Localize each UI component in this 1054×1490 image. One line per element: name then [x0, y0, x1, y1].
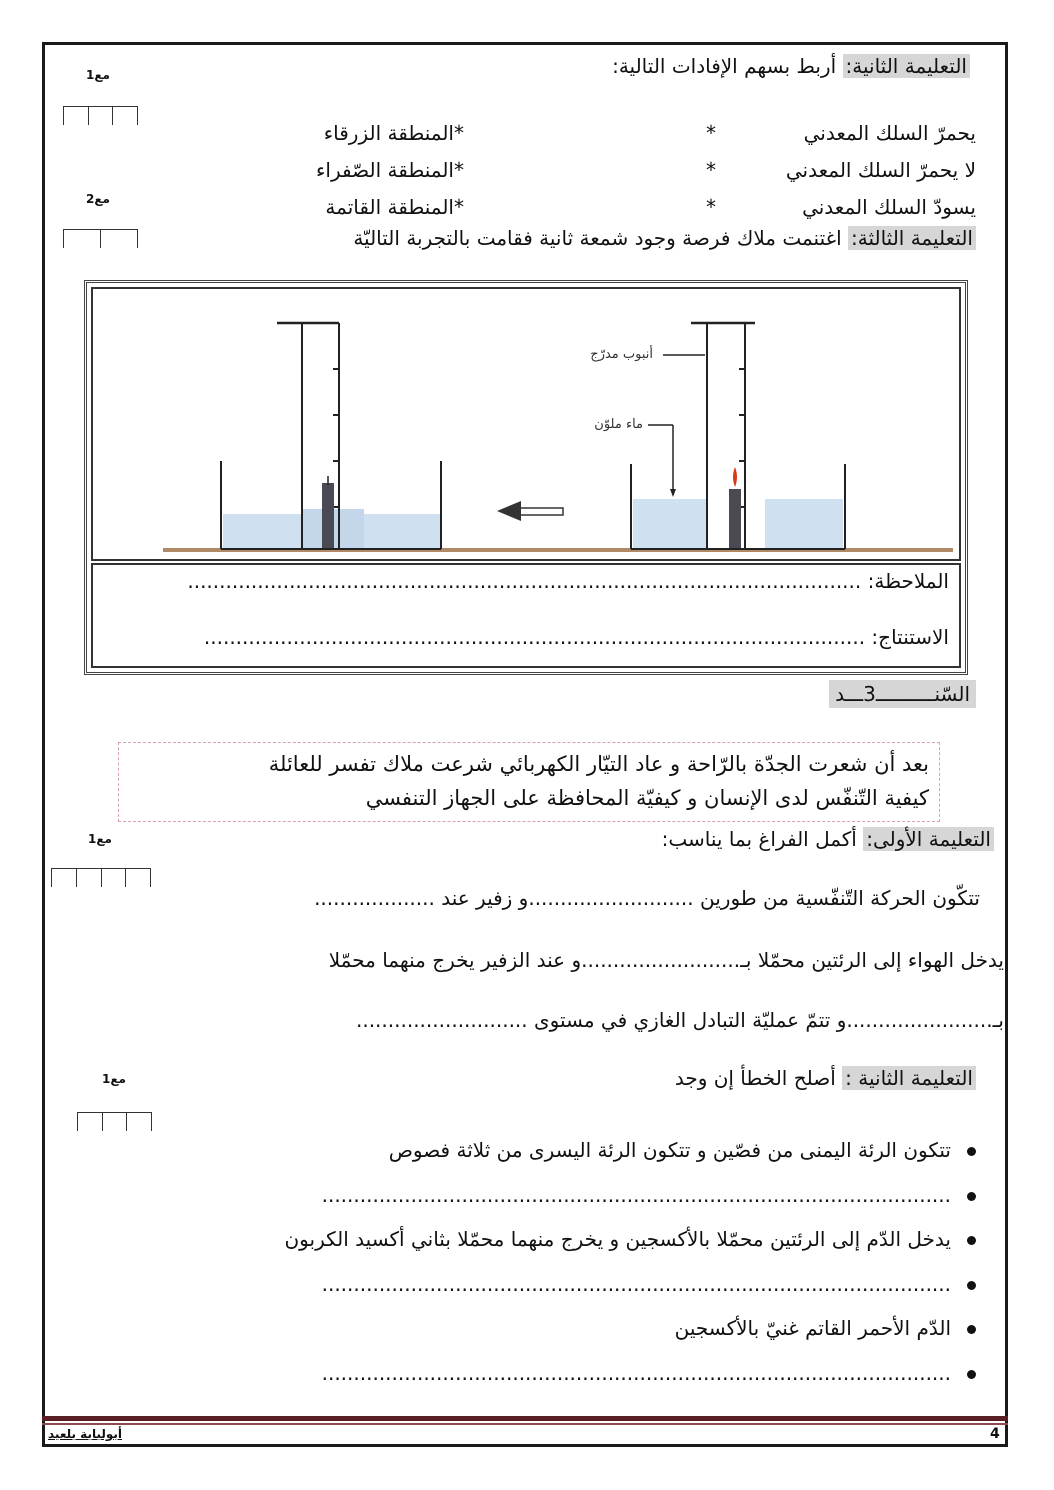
correction-statement: الدّم الأحمر القاتم غنيّ بالأكسجين: [674, 1316, 951, 1340]
correction-statement: تتكون الرئة اليمنى من فصّين و تتكون الرئة اليسرى من ثلاثة فصوص: [388, 1138, 951, 1162]
bullet-icon: [967, 1325, 976, 1334]
bullet-icon: [967, 1147, 976, 1156]
match-star: *: [706, 195, 716, 219]
match-left-item: يحمرّ السلك المعدني: [803, 121, 976, 145]
match-right-item: *المنطقة الزرقاء: [323, 121, 464, 145]
correction-blank[interactable]: ...................................................................................................: [321, 1182, 951, 1207]
observation-line: [109, 569, 949, 593]
footer-divider: [42, 1423, 1008, 1425]
match-star: *: [706, 121, 716, 145]
instruction-1-heading: [662, 827, 994, 851]
match-star: *: [706, 158, 716, 182]
match-right-item: *المنطقة الصّفراء: [316, 158, 464, 182]
support-3-box: [118, 742, 940, 822]
bullet-icon: [967, 1281, 976, 1290]
score-box: [63, 106, 138, 125]
conclusion-blank[interactable]: ........................................................................................................: [203, 625, 866, 649]
criterion-label: مع2: [86, 192, 110, 206]
direction-arrow: [497, 501, 563, 521]
match-left-item: يسودّ السلك المعدني: [802, 195, 976, 219]
correction-blank[interactable]: ...................................................................................................: [321, 1360, 951, 1385]
fill-line[interactable]: بـ.......................و تتمّ عمليّة التبادل الغازي في مستوى ...........................: [355, 1008, 1004, 1032]
correction-item: [96, 1128, 976, 1173]
criterion-label: مع1: [86, 68, 110, 82]
answer-area: [91, 563, 961, 668]
bullet-icon: [967, 1192, 976, 1201]
fill-line[interactable]: تتكّون الحركة التّنفّسية من طورين ..........................و زفير عند ...................: [314, 886, 980, 910]
left-setup: [221, 323, 441, 549]
instruction-3-label: التعليمة الثالثة:: [848, 226, 976, 250]
bullet-icon: [967, 1236, 976, 1245]
observation-blank[interactable]: ..........................................................................................................: [187, 569, 862, 593]
instruction-2-text: أربط بسهم الإفادات التالية:: [612, 54, 837, 78]
experiment-box: [84, 280, 968, 675]
experiment-illustration: [93, 289, 965, 555]
criterion-label: مع1: [88, 832, 112, 846]
match-left-item: لا يحمرّ السلك المعدني: [785, 158, 976, 182]
instruction-2b-label: التعليمة الثانية :: [842, 1066, 976, 1090]
colored-water-label: ماء ملوّن: [594, 417, 643, 432]
correction-item: [96, 1306, 976, 1351]
correction-item: [96, 1217, 976, 1262]
score-box: [63, 229, 138, 248]
instruction-3-heading: [353, 226, 976, 250]
support-3-line: كيفية التّنفّس لدى الإنسان و كيفيّة المحافظة على الجهاز التنفسي: [365, 786, 929, 810]
correction-statement: يدخل الدّم إلى الرئتين محمّلا بالأكسجين و يخرج منهما محمّلا بثاني أكسيد الكربون: [284, 1227, 951, 1251]
match-stars: [706, 115, 716, 226]
bullet-icon: [967, 1370, 976, 1379]
instruction-1-text: أكمل الفراغ بما يناسب:: [661, 827, 857, 851]
footer-divider: [42, 1416, 1008, 1421]
instruction-1-label: التعليمة الأولى:: [863, 827, 994, 851]
conclusion-label: الاستنتاج:: [871, 625, 949, 649]
right-items-list: [214, 115, 464, 226]
correction-item: [96, 1351, 976, 1396]
conclusion-line: [109, 625, 949, 649]
support-3-label: السّنــــــــــ3ـــد: [829, 680, 976, 708]
fill-line[interactable]: يدخل الهواء إلى الرئتين محمّلا بـ.........................و عند الزفير يخرج منهما محمّلا: [328, 948, 1004, 972]
support-3-text: [129, 747, 929, 815]
correction-blank[interactable]: ...................................................................................................: [321, 1271, 951, 1296]
support-3-line: بعد أن شعرت الجدّة بالرّاحة و عاد التيّار الكهربائي شرعت ملاك تفسر للعائلة: [268, 752, 929, 776]
page-number: 4: [990, 1426, 1000, 1442]
score-box: [51, 868, 151, 887]
observation-label: الملاحظة:: [867, 569, 949, 593]
graduated-tube-label: أنبوب مدرّج: [590, 347, 653, 362]
experiment-diagram: [91, 287, 961, 561]
correction-item: [96, 1262, 976, 1307]
extinguished-candle: [322, 483, 334, 548]
match-right-item: *المنطقة القاتمة: [325, 195, 464, 219]
instruction-2b-text: أصلح الخطأ إن وجد: [674, 1066, 836, 1090]
criterion-label: مع1: [102, 1072, 126, 1086]
instruction-2b-heading: [675, 1066, 976, 1090]
lit-candle: [729, 489, 741, 548]
instruction-2-heading: [612, 54, 970, 78]
candle-flame: [733, 467, 737, 487]
instruction-3-text: اغتنمت ملاك فرصة وجود شمعة ثانية فقامت بالتجربة التاليّة: [353, 226, 842, 250]
instruction-2-label: التعليمة الثانية:: [843, 54, 970, 78]
footer-author: أبولبابة بلعيد: [48, 1427, 123, 1441]
correction-item: [96, 1173, 976, 1218]
correction-list: [96, 1128, 976, 1395]
left-items-list: [676, 115, 976, 226]
right-setup: [631, 323, 845, 549]
